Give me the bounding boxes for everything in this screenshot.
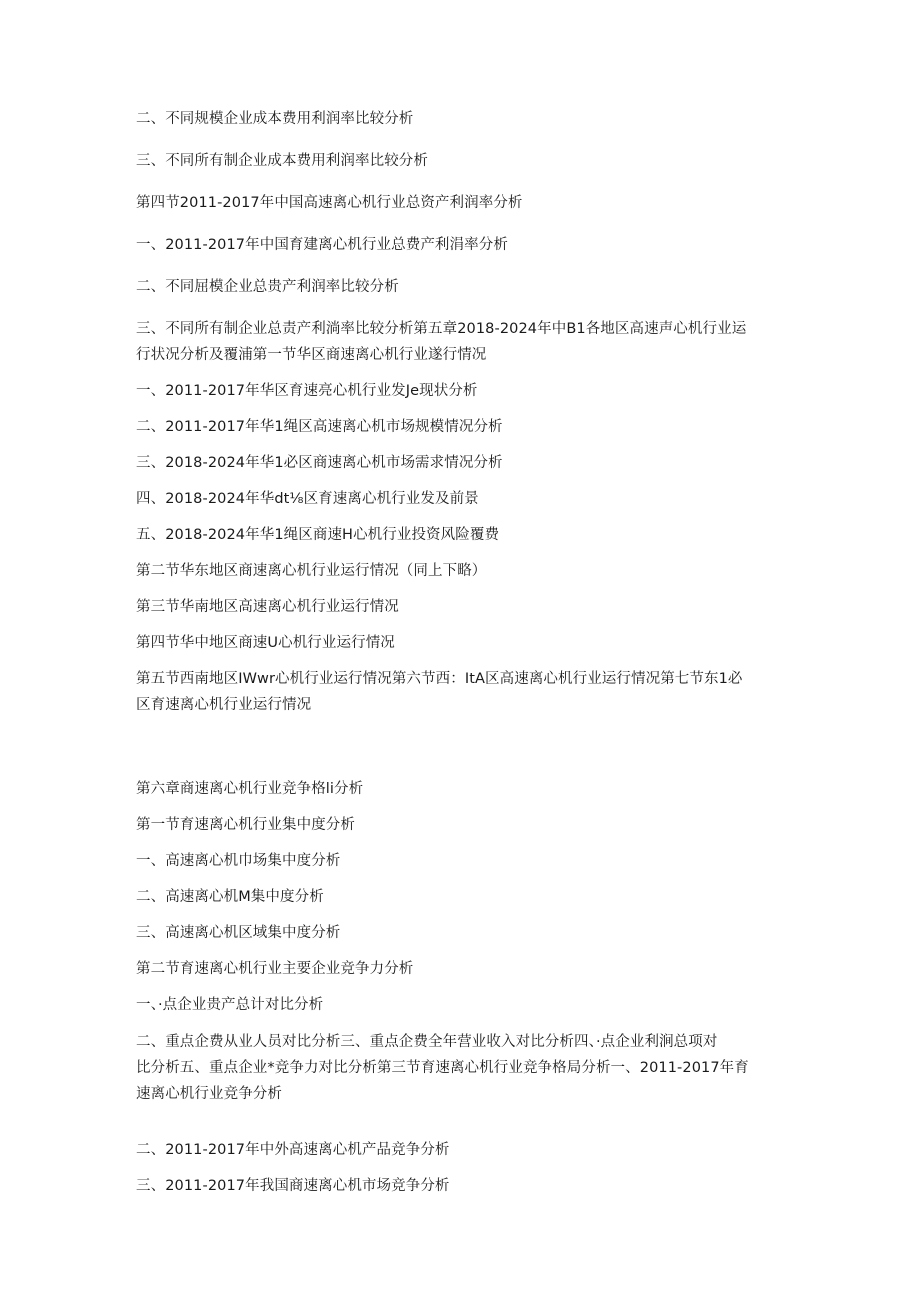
section-heading: 第三节华南地区高速离心机行业运行情况 bbox=[136, 599, 399, 615]
toc-line: 二、2011-2017年华1绳区高速离心机市场规模情况分析 bbox=[136, 419, 503, 435]
toc-line: 二、不同规模企业成本费用利润率比较分析 bbox=[136, 111, 414, 127]
toc-line: 比分析五、重点企业*竞争力对比分析第三节育速离心机行业竞争格局分析一、2011-2017年育 bbox=[136, 1060, 749, 1076]
toc-line: 二、2011-2017年中外高速离心机产品竞争分析 bbox=[136, 1142, 450, 1158]
toc-line: 一、·点企业贵产总计对比分析 bbox=[136, 997, 324, 1013]
toc-line: 行状况分析及覆浦第一节华区商速离心机行业遂行情况 bbox=[136, 347, 487, 363]
section-heading: 第二节华东地区商速离心机行业运行情况（同上下略） bbox=[136, 563, 487, 579]
toc-line: 二、高速离心机M集中度分析 bbox=[136, 889, 324, 905]
toc-paragraph bbox=[136, 1029, 786, 1107]
toc-paragraph bbox=[136, 666, 786, 718]
toc-line: 三、2011-2017年我国商速离心机市场竞争分析 bbox=[136, 1178, 450, 1194]
toc-line: 五、2018-2024年华1绳区商速H心机行业投资风险覆费 bbox=[136, 527, 500, 543]
chapter-heading: 第六章商速离心机行业竞争格li分析 bbox=[136, 781, 364, 797]
toc-line: 三、高速离心机区域集中度分析 bbox=[136, 925, 341, 941]
section-heading: 第四节2011-2017年中国高速离心机行业总资产利润率分析 bbox=[136, 195, 523, 211]
section-heading: 第一节育速离心机行业集中度分析 bbox=[136, 817, 355, 833]
toc-line: 四、2018-2024年华dt⅛区育速离心机行业发及前景 bbox=[136, 491, 479, 507]
toc-line: 第五节西南地区IWwr心机行业运行情况第六节西：ItA区高速离心机行业运行情况第七节东1必 bbox=[136, 671, 743, 687]
toc-line: 一、2011-2017年华区育速亮心机行业发Je现状分析 bbox=[136, 383, 478, 399]
toc-line: 二、不同屈模企业总贵产利润率比较分析 bbox=[136, 279, 399, 295]
toc-line: 一、高速离心机巾场集中度分析 bbox=[136, 853, 341, 869]
toc-line: 区育速离心机行业运行情况 bbox=[136, 697, 312, 713]
toc-line: 二、重点企费从业人员对比分析三、重点企费全年营业收入对比分析四、·点企业利涧总项对 bbox=[136, 1034, 718, 1050]
toc-paragraph bbox=[136, 316, 786, 368]
toc-line: 三、2018-2024年华1必区商速离心机市场需求情况分析 bbox=[136, 455, 503, 471]
toc-line: 速离心机行业竞争分析 bbox=[136, 1086, 282, 1102]
section-heading: 第二节育速离心机行业主要企业竞争力分析 bbox=[136, 961, 414, 977]
toc-line: 三、不同所有制企业成本费用利润率比较分析 bbox=[136, 153, 428, 169]
toc-line: 一、2011-2017年中国育建离心机行业总费产利涓率分析 bbox=[136, 237, 508, 253]
section-heading: 第四节华中地区商速U心机行业运行情况 bbox=[136, 635, 395, 651]
toc-line: 三、不同所有制企业总责产利淌率比较分析第五章2018-2024年中B1各地区高速声心机行业运 bbox=[136, 321, 747, 337]
